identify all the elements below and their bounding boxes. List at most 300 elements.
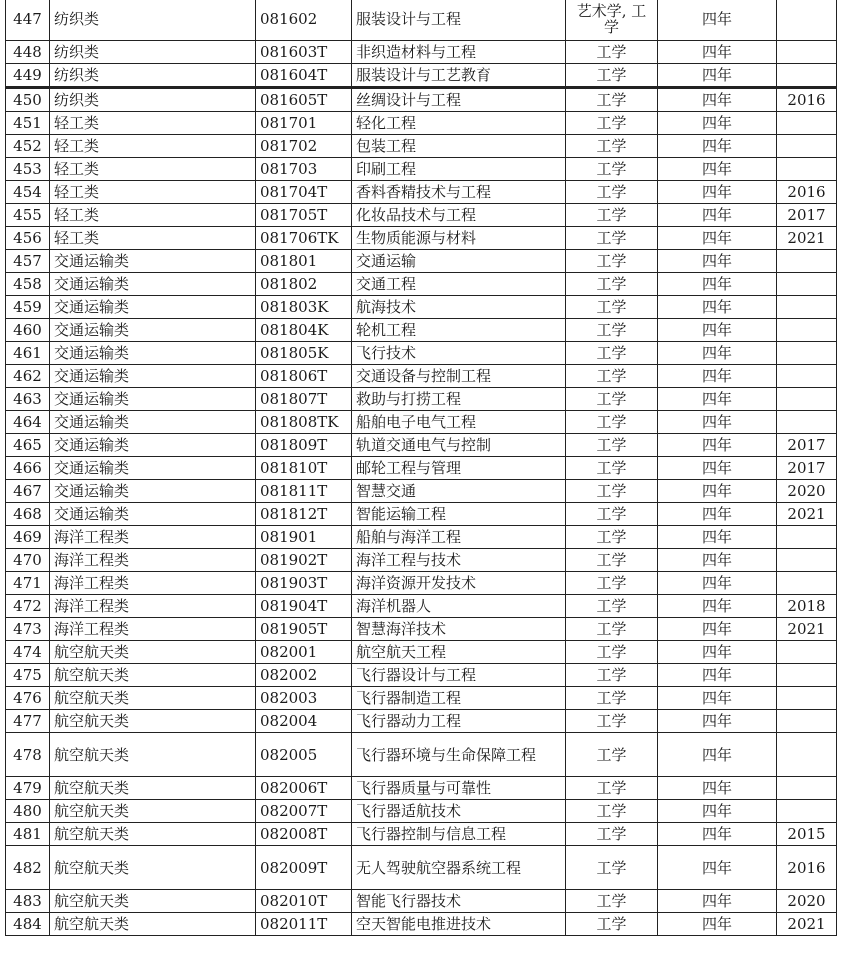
- row-number: 481: [6, 823, 50, 846]
- major-name-cell: 飞行器控制与信息工程: [352, 823, 566, 846]
- major-code-cell: 081807T: [256, 388, 352, 411]
- major-name-cell: 印刷工程: [352, 158, 566, 181]
- row-number: 461: [6, 342, 50, 365]
- degree-cell: 工学: [566, 480, 658, 503]
- category-cell: 轻工类: [50, 135, 256, 158]
- duration-cell: 四年: [658, 296, 777, 319]
- major-name-cell: 智慧交通: [352, 480, 566, 503]
- category-cell: 交通运输类: [50, 342, 256, 365]
- major-code-cell: 081801: [256, 250, 352, 273]
- table-row: [6, 204, 837, 227]
- duration-cell: 四年: [658, 800, 777, 823]
- degree-cell: 工学: [566, 733, 658, 777]
- row-number: 474: [6, 641, 50, 664]
- duration-cell: 四年: [658, 913, 777, 936]
- category-cell: 交通运输类: [50, 411, 256, 434]
- category-cell: 航空航天类: [50, 800, 256, 823]
- added-year-cell: [777, 572, 837, 595]
- major-name-cell: 香料香精技术与工程: [352, 181, 566, 204]
- duration-cell: 四年: [658, 823, 777, 846]
- category-cell: 海洋工程类: [50, 526, 256, 549]
- major-code-cell: 082002: [256, 664, 352, 687]
- category-cell: 航空航天类: [50, 710, 256, 733]
- major-code-cell: 082004: [256, 710, 352, 733]
- row-number: 448: [6, 41, 50, 64]
- duration-cell: 四年: [658, 273, 777, 296]
- row-number: 456: [6, 227, 50, 250]
- major-code-cell: 081811T: [256, 480, 352, 503]
- duration-cell: 四年: [658, 181, 777, 204]
- duration-cell: 四年: [658, 0, 777, 41]
- major-name-cell: 海洋资源开发技术: [352, 572, 566, 595]
- degree-cell: 工学: [566, 41, 658, 64]
- added-year-cell: [777, 777, 837, 800]
- table-row: [6, 913, 837, 936]
- degree-cell: 工学: [566, 411, 658, 434]
- degree-cell: 工学: [566, 823, 658, 846]
- category-cell: 航空航天类: [50, 641, 256, 664]
- row-number: 464: [6, 411, 50, 434]
- duration-cell: 四年: [658, 641, 777, 664]
- row-number: 465: [6, 434, 50, 457]
- degree-cell: 工学: [566, 526, 658, 549]
- degree-cell: 工学: [566, 388, 658, 411]
- major-name-cell: 交通运输: [352, 250, 566, 273]
- row-number: 473: [6, 618, 50, 641]
- added-year-cell: [777, 733, 837, 777]
- added-year-cell: 2016: [777, 846, 837, 890]
- duration-cell: 四年: [658, 388, 777, 411]
- degree-cell: 工学: [566, 158, 658, 181]
- major-code-cell: 082005: [256, 733, 352, 777]
- major-code-cell: 081604T: [256, 64, 352, 88]
- major-code-cell: 081803K: [256, 296, 352, 319]
- category-cell: 海洋工程类: [50, 595, 256, 618]
- category-cell: 交通运输类: [50, 319, 256, 342]
- category-cell: 轻工类: [50, 227, 256, 250]
- major-name-cell: 服装设计与工程: [352, 0, 566, 41]
- major-code-cell: 082001: [256, 641, 352, 664]
- row-number: 480: [6, 800, 50, 823]
- degree-cell: 工学: [566, 572, 658, 595]
- degree-cell: 工学: [566, 88, 658, 112]
- major-name-cell: 飞行器制造工程: [352, 687, 566, 710]
- degree-cell: 工学: [566, 549, 658, 572]
- added-year-cell: [777, 64, 837, 88]
- duration-cell: 四年: [658, 710, 777, 733]
- duration-cell: 四年: [658, 411, 777, 434]
- major-name-cell: 海洋工程与技术: [352, 549, 566, 572]
- major-code-cell: 082006T: [256, 777, 352, 800]
- duration-cell: 四年: [658, 434, 777, 457]
- category-cell: 纺织类: [50, 88, 256, 112]
- category-cell: 交通运输类: [50, 480, 256, 503]
- degree-cell: 工学: [566, 64, 658, 88]
- major-name-cell: 轮机工程: [352, 319, 566, 342]
- category-cell: 航空航天类: [50, 846, 256, 890]
- major-name-cell: 船舶电子电气工程: [352, 411, 566, 434]
- added-year-cell: 2018: [777, 595, 837, 618]
- major-code-cell: 081905T: [256, 618, 352, 641]
- table-row: [6, 135, 837, 158]
- table-row: [6, 64, 837, 88]
- major-name-cell: 轻化工程: [352, 112, 566, 135]
- duration-cell: 四年: [658, 480, 777, 503]
- degree-cell: 工学: [566, 319, 658, 342]
- duration-cell: 四年: [658, 572, 777, 595]
- added-year-cell: [777, 710, 837, 733]
- major-name-cell: 生物质能源与材料: [352, 227, 566, 250]
- major-name-cell: 船舶与海洋工程: [352, 526, 566, 549]
- table-row: [6, 342, 837, 365]
- category-cell: 航空航天类: [50, 777, 256, 800]
- row-number: 466: [6, 457, 50, 480]
- degree-cell: 工学: [566, 181, 658, 204]
- degree-cell: 艺术学, 工学: [566, 0, 658, 41]
- major-name-cell: 交通工程: [352, 273, 566, 296]
- major-code-cell: 082010T: [256, 890, 352, 913]
- added-year-cell: [777, 687, 837, 710]
- row-number: 453: [6, 158, 50, 181]
- table-row: [6, 319, 837, 342]
- table-row: [6, 112, 837, 135]
- major-code-cell: 081812T: [256, 503, 352, 526]
- table-row: [6, 434, 837, 457]
- added-year-cell: [777, 800, 837, 823]
- table-row: [6, 595, 837, 618]
- added-year-cell: 2016: [777, 88, 837, 112]
- major-name-cell: 邮轮工程与管理: [352, 457, 566, 480]
- major-code-cell: 081804K: [256, 319, 352, 342]
- major-name-cell: 交通设备与控制工程: [352, 365, 566, 388]
- table-row: [6, 890, 837, 913]
- major-name-cell: 航空航天工程: [352, 641, 566, 664]
- major-name-cell: 飞行器设计与工程: [352, 664, 566, 687]
- major-code-cell: 082009T: [256, 846, 352, 890]
- major-code-cell: 082008T: [256, 823, 352, 846]
- duration-cell: 四年: [658, 777, 777, 800]
- added-year-cell: [777, 319, 837, 342]
- added-year-cell: 2017: [777, 204, 837, 227]
- degree-cell: 工学: [566, 342, 658, 365]
- category-cell: 轻工类: [50, 112, 256, 135]
- major-code-cell: 082007T: [256, 800, 352, 823]
- added-year-cell: 2015: [777, 823, 837, 846]
- major-code-cell: 081901: [256, 526, 352, 549]
- category-cell: 交通运输类: [50, 273, 256, 296]
- degree-cell: 工学: [566, 250, 658, 273]
- row-number: 449: [6, 64, 50, 88]
- major-code-cell: 082003: [256, 687, 352, 710]
- degree-cell: 工学: [566, 112, 658, 135]
- degree-cell: 工学: [566, 618, 658, 641]
- added-year-cell: [777, 135, 837, 158]
- major-name-cell: 非织造材料与工程: [352, 41, 566, 64]
- duration-cell: 四年: [658, 158, 777, 181]
- category-cell: 交通运输类: [50, 388, 256, 411]
- added-year-cell: [777, 273, 837, 296]
- duration-cell: 四年: [658, 365, 777, 388]
- degree-cell: 工学: [566, 457, 658, 480]
- table-row: [6, 846, 837, 890]
- major-name-cell: 飞行技术: [352, 342, 566, 365]
- major-code-cell: 081701: [256, 112, 352, 135]
- added-year-cell: 2021: [777, 913, 837, 936]
- major-code-cell: 081808TK: [256, 411, 352, 434]
- duration-cell: 四年: [658, 250, 777, 273]
- major-code-cell: 082011T: [256, 913, 352, 936]
- duration-cell: 四年: [658, 503, 777, 526]
- duration-cell: 四年: [658, 846, 777, 890]
- duration-cell: 四年: [658, 618, 777, 641]
- duration-cell: 四年: [658, 457, 777, 480]
- duration-cell: 四年: [658, 64, 777, 88]
- degree-cell: 工学: [566, 595, 658, 618]
- degree-cell: 工学: [566, 777, 658, 800]
- row-number: 477: [6, 710, 50, 733]
- major-name-cell: 航海技术: [352, 296, 566, 319]
- added-year-cell: [777, 41, 837, 64]
- category-cell: 轻工类: [50, 204, 256, 227]
- row-number: 484: [6, 913, 50, 936]
- degree-cell: 工学: [566, 800, 658, 823]
- degree-cell: 工学: [566, 365, 658, 388]
- degree-cell: 工学: [566, 890, 658, 913]
- major-code-cell: 081810T: [256, 457, 352, 480]
- major-name-cell: 丝绸设计与工程: [352, 88, 566, 112]
- row-number: 469: [6, 526, 50, 549]
- table-row: [6, 733, 837, 777]
- table-row: [6, 823, 837, 846]
- added-year-cell: [777, 388, 837, 411]
- added-year-cell: [777, 0, 837, 41]
- table-row: [6, 664, 837, 687]
- major-name-cell: 空天智能电推进技术: [352, 913, 566, 936]
- duration-cell: 四年: [658, 595, 777, 618]
- table-row: [6, 549, 837, 572]
- added-year-cell: [777, 158, 837, 181]
- added-year-cell: 2017: [777, 457, 837, 480]
- table-row: [6, 250, 837, 273]
- added-year-cell: 2021: [777, 503, 837, 526]
- degree-cell: 工学: [566, 664, 658, 687]
- table-row: [6, 296, 837, 319]
- row-number: 459: [6, 296, 50, 319]
- major-code-cell: 081902T: [256, 549, 352, 572]
- degree-cell: 工学: [566, 273, 658, 296]
- row-number: 467: [6, 480, 50, 503]
- major-name-cell: 飞行器适航技术: [352, 800, 566, 823]
- added-year-cell: [777, 549, 837, 572]
- major-name-cell: 智慧海洋技术: [352, 618, 566, 641]
- table-row: [6, 227, 837, 250]
- added-year-cell: 2020: [777, 890, 837, 913]
- category-cell: 航空航天类: [50, 733, 256, 777]
- major-name-cell: 飞行器动力工程: [352, 710, 566, 733]
- degree-cell: 工学: [566, 846, 658, 890]
- duration-cell: 四年: [658, 664, 777, 687]
- row-number: 458: [6, 273, 50, 296]
- table-row: [6, 800, 837, 823]
- category-cell: 纺织类: [50, 0, 256, 41]
- category-cell: 航空航天类: [50, 823, 256, 846]
- added-year-cell: [777, 664, 837, 687]
- table-row: [6, 618, 837, 641]
- major-name-cell: 包装工程: [352, 135, 566, 158]
- row-number: 447: [6, 0, 50, 41]
- major-code-cell: 081605T: [256, 88, 352, 112]
- category-cell: 交通运输类: [50, 434, 256, 457]
- added-year-cell: 2020: [777, 480, 837, 503]
- category-cell: 轻工类: [50, 181, 256, 204]
- table-row: [6, 572, 837, 595]
- duration-cell: 四年: [658, 204, 777, 227]
- major-code-cell: 081903T: [256, 572, 352, 595]
- duration-cell: 四年: [658, 342, 777, 365]
- category-cell: 航空航天类: [50, 913, 256, 936]
- duration-cell: 四年: [658, 687, 777, 710]
- major-code-cell: 081603T: [256, 41, 352, 64]
- category-cell: 纺织类: [50, 64, 256, 88]
- degree-cell: 工学: [566, 296, 658, 319]
- duration-cell: 四年: [658, 549, 777, 572]
- duration-cell: 四年: [658, 526, 777, 549]
- row-number: 479: [6, 777, 50, 800]
- table-row: [6, 365, 837, 388]
- category-cell: 纺织类: [50, 41, 256, 64]
- row-number: 454: [6, 181, 50, 204]
- major-name-cell: 服装设计与工艺教育: [352, 64, 566, 88]
- added-year-cell: [777, 112, 837, 135]
- table-row: [6, 777, 837, 800]
- row-number: 450: [6, 88, 50, 112]
- duration-cell: 四年: [658, 227, 777, 250]
- row-number: 482: [6, 846, 50, 890]
- category-cell: 海洋工程类: [50, 572, 256, 595]
- added-year-cell: 2021: [777, 227, 837, 250]
- major-name-cell: 飞行器环境与生命保障工程: [352, 733, 566, 777]
- table-row: [6, 457, 837, 480]
- table-row: [6, 0, 837, 41]
- major-code-cell: 081904T: [256, 595, 352, 618]
- category-cell: 交通运输类: [50, 250, 256, 273]
- degree-cell: 工学: [566, 227, 658, 250]
- duration-cell: 四年: [658, 41, 777, 64]
- table-row: [6, 88, 837, 112]
- table-row: [6, 181, 837, 204]
- major-name-cell: 智能运输工程: [352, 503, 566, 526]
- added-year-cell: [777, 250, 837, 273]
- major-code-cell: 081703: [256, 158, 352, 181]
- table-row: [6, 158, 837, 181]
- table-row: [6, 710, 837, 733]
- table-row: [6, 388, 837, 411]
- category-cell: 航空航天类: [50, 664, 256, 687]
- table-row: [6, 41, 837, 64]
- category-cell: 航空航天类: [50, 687, 256, 710]
- added-year-cell: [777, 526, 837, 549]
- added-year-cell: [777, 641, 837, 664]
- major-code-cell: 081704T: [256, 181, 352, 204]
- row-number: 476: [6, 687, 50, 710]
- degree-cell: 工学: [566, 913, 658, 936]
- row-number: 468: [6, 503, 50, 526]
- category-cell: 海洋工程类: [50, 618, 256, 641]
- major-code-cell: 081602: [256, 0, 352, 41]
- table-row: [6, 641, 837, 664]
- major-name-cell: 飞行器质量与可靠性: [352, 777, 566, 800]
- major-catalog-table: [5, 0, 837, 936]
- table-row: [6, 687, 837, 710]
- category-cell: 交通运输类: [50, 457, 256, 480]
- row-number: 455: [6, 204, 50, 227]
- category-cell: 轻工类: [50, 158, 256, 181]
- degree-cell: 工学: [566, 710, 658, 733]
- row-number: 471: [6, 572, 50, 595]
- table-body: [6, 0, 837, 936]
- degree-cell: 工学: [566, 503, 658, 526]
- major-name-cell: 救助与打捞工程: [352, 388, 566, 411]
- major-name-cell: 海洋机器人: [352, 595, 566, 618]
- table-row: [6, 503, 837, 526]
- row-number: 478: [6, 733, 50, 777]
- major-code-cell: 081806T: [256, 365, 352, 388]
- row-number: 452: [6, 135, 50, 158]
- category-cell: 航空航天类: [50, 890, 256, 913]
- major-name-cell: 化妆品技术与工程: [352, 204, 566, 227]
- degree-cell: 工学: [566, 641, 658, 664]
- major-code-cell: 081809T: [256, 434, 352, 457]
- row-number: 451: [6, 112, 50, 135]
- row-number: 463: [6, 388, 50, 411]
- added-year-cell: 2016: [777, 181, 837, 204]
- row-number: 460: [6, 319, 50, 342]
- row-number: 457: [6, 250, 50, 273]
- added-year-cell: [777, 411, 837, 434]
- added-year-cell: 2021: [777, 618, 837, 641]
- row-number: 483: [6, 890, 50, 913]
- category-cell: 交通运输类: [50, 365, 256, 388]
- document-page: [5, 0, 837, 936]
- table-row: [6, 273, 837, 296]
- category-cell: 交通运输类: [50, 503, 256, 526]
- duration-cell: 四年: [658, 733, 777, 777]
- degree-cell: 工学: [566, 135, 658, 158]
- added-year-cell: 2017: [777, 434, 837, 457]
- major-code-cell: 081705T: [256, 204, 352, 227]
- duration-cell: 四年: [658, 88, 777, 112]
- category-cell: 海洋工程类: [50, 549, 256, 572]
- major-code-cell: 081805K: [256, 342, 352, 365]
- table-row: [6, 480, 837, 503]
- degree-cell: 工学: [566, 687, 658, 710]
- added-year-cell: [777, 342, 837, 365]
- duration-cell: 四年: [658, 112, 777, 135]
- added-year-cell: [777, 365, 837, 388]
- table-row: [6, 411, 837, 434]
- major-name-cell: 轨道交通电气与控制: [352, 434, 566, 457]
- row-number: 470: [6, 549, 50, 572]
- degree-cell: 工学: [566, 434, 658, 457]
- table-row: [6, 526, 837, 549]
- added-year-cell: [777, 296, 837, 319]
- major-code-cell: 081802: [256, 273, 352, 296]
- duration-cell: 四年: [658, 135, 777, 158]
- category-cell: 交通运输类: [50, 296, 256, 319]
- major-name-cell: 无人驾驶航空器系统工程: [352, 846, 566, 890]
- major-code-cell: 081706TK: [256, 227, 352, 250]
- row-number: 475: [6, 664, 50, 687]
